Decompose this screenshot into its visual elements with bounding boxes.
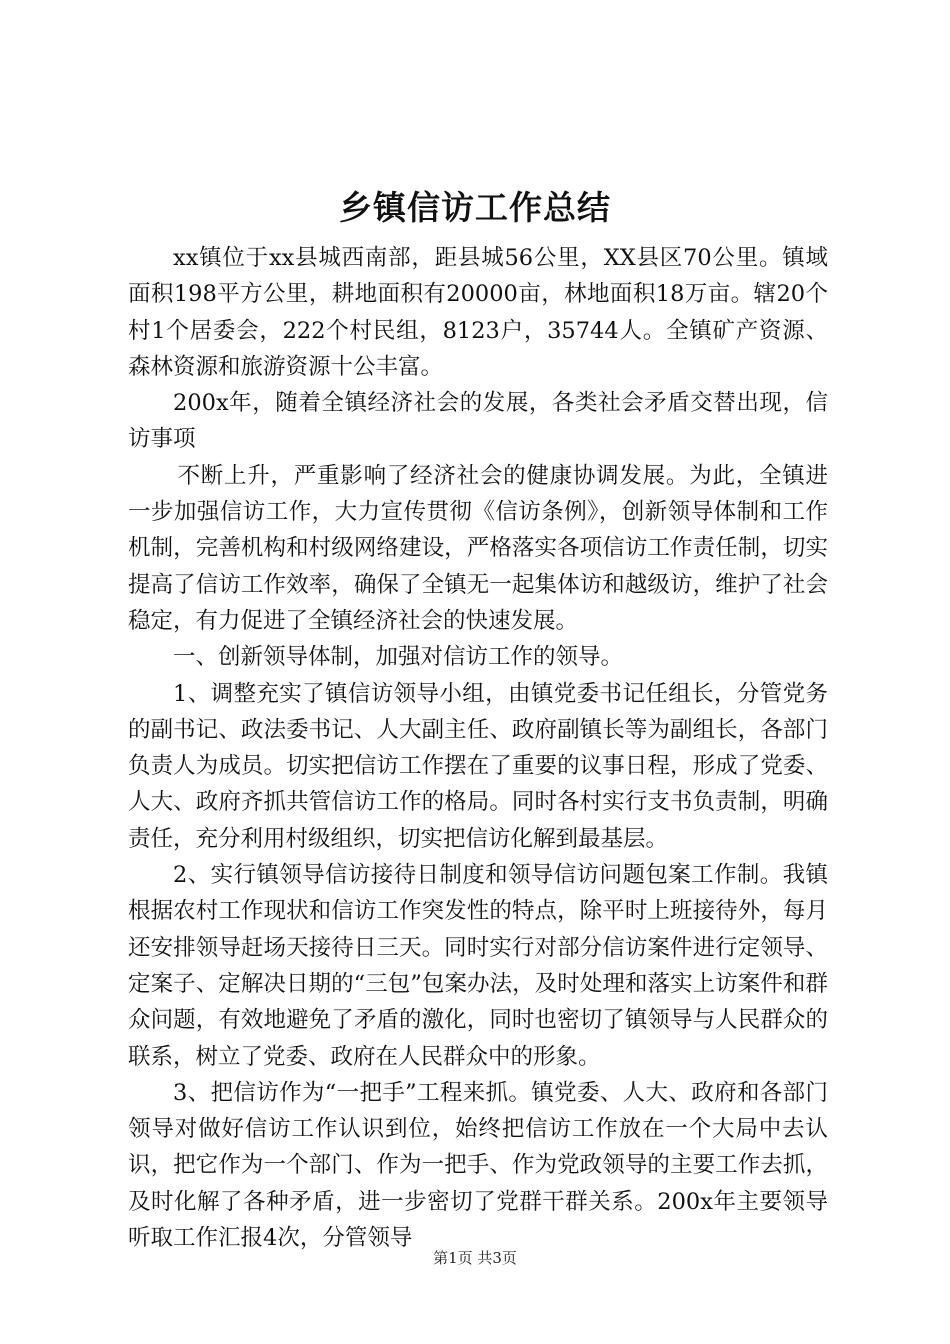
paragraph-intro: xx镇位于xx县城西南部，距县城56公里，XX县区70公里。镇域面积198平方公里，耕地面积有20000亩，林地面积18万亩。辖20个村1个居委会，222个村民组，8123户，35744人。全镇矿产资源、森林资源和旅游资源十公丰富。	[128, 245, 828, 380]
document-body	[128, 240, 828, 1256]
page-number-footer: 第1页 共3页	[433, 1249, 517, 1267]
document-title: 乡镇信访工作总结	[339, 188, 611, 227]
paragraph-background: 200x年，随着全镇经济社会的发展，各类社会矛盾交替出现，信访事项	[128, 390, 828, 453]
paragraph-item-2: 2、实行镇领导信访接待日制度和领导信访问题包案工作制。我镇根据农村工作现状和信访工作突发性的特点，除平时上班接待外，每月还安排领导赶场天接待日三天。同时实行对部分信访案件进行定领导、定案子、定解决日期的“三包”包案办法，及时处理和落实上访案件和群众问题，有效地避免了矛盾的激化，同时也密切了镇领导与人民群众的联系，树立了党委、政府在人民群众中的形象。	[128, 862, 828, 1070]
paragraph-overview: 不断上升，严重影响了经济社会的健康协调发展。为此，全镇进一步加强信访工作，大力宣传贯彻《信访条例》，创新领导体制和工作机制，完善机构和村级网络建设，严格落实各项信访工作责任制，切实提高了信访工作效率，确保了全镇无一起集体访和越级访，维护了社会稳定，有力促进了全镇经济社会的快速发展。	[128, 462, 828, 634]
paragraph-item-3: 3、把信访作为“一把手”工程来抓。镇党委、人大、政府和各部门领导对做好信访工作认识到位，始终把信访工作放在一个大局中去认识，把它作为一个部门、作为一把手、作为党政领导的主要工作去抓，及时化解了各种矛盾，进一步密切了党群干群关系。200x年主要领导听取工作汇报4次，分管领导	[128, 1079, 828, 1252]
paragraph-item-1: 1、调整充实了镇信访领导小组，由镇党委书记任组长，分管党务的副书记、政法委书记、人大副主任、政府副镇长等为副组长，各部门负责人为成员。切实把信访工作摆在了重要的议事日程，形成了党委、人大、政府齐抓共管信访工作的格局。同时各村实行支书负责制，明确责任，充分利用村级组织，切实把信访化解到最基层。	[128, 680, 828, 852]
section-heading-1: 一、创新领导体制，加强对信访工作的领导。	[173, 644, 624, 671]
